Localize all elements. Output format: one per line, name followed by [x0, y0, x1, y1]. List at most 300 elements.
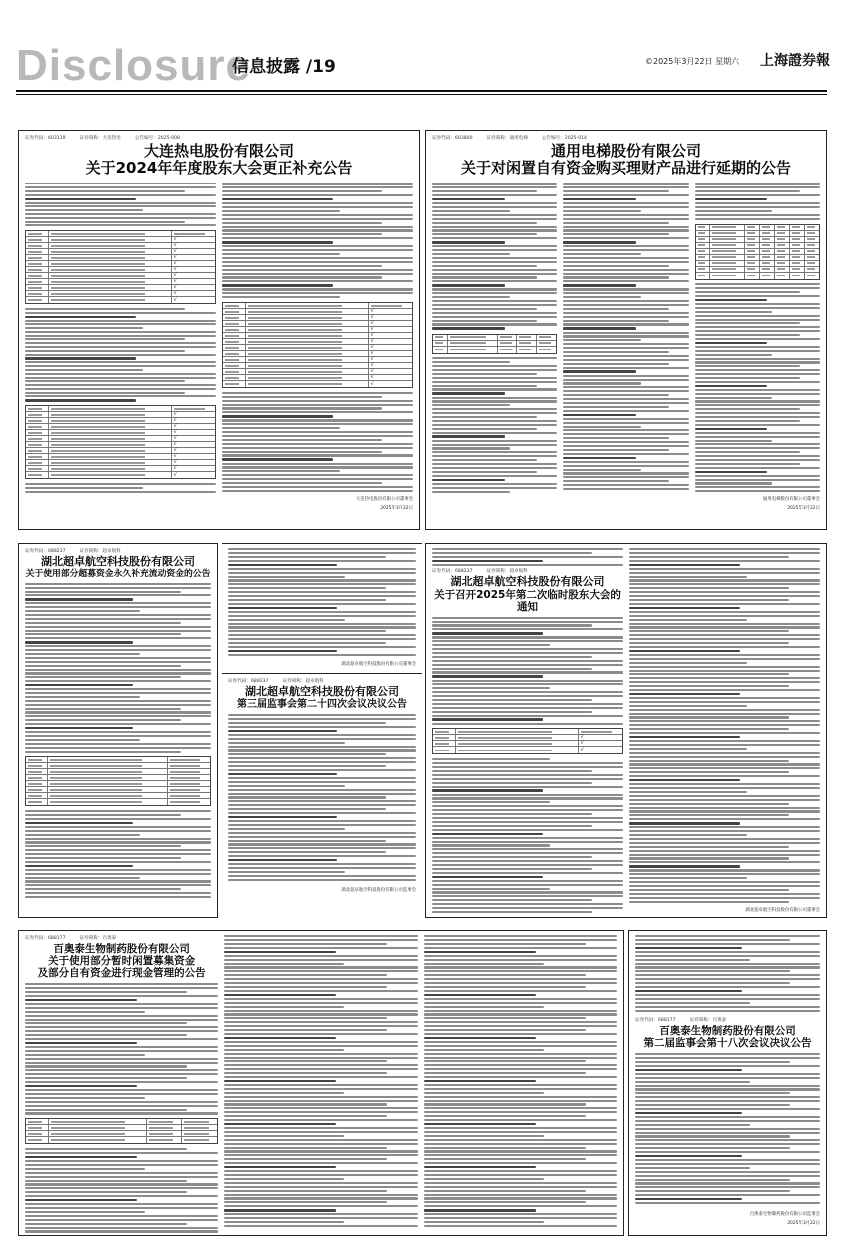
table-cell	[448, 347, 498, 353]
text-line	[25, 1073, 218, 1075]
table-cell	[246, 327, 369, 332]
text-line	[635, 1081, 750, 1083]
text-line	[25, 641, 133, 643]
article-signoff: 湖北超卓航空科技股份有限公司董事会	[745, 908, 820, 913]
text-line	[563, 359, 688, 361]
text-line	[629, 752, 820, 754]
text-line	[629, 803, 789, 805]
text-line	[25, 1187, 218, 1189]
text-line	[228, 753, 386, 755]
text-line	[25, 849, 211, 851]
table-cell	[49, 297, 172, 303]
text-line	[635, 1077, 820, 1079]
text-line	[424, 1029, 586, 1031]
text-line	[432, 444, 557, 446]
text-line	[695, 361, 820, 363]
text-line	[25, 834, 140, 836]
text-line	[432, 257, 557, 259]
table-cell	[745, 267, 760, 272]
text-line	[629, 626, 820, 628]
text-line	[222, 427, 340, 429]
text-line	[222, 478, 413, 480]
text-line	[222, 470, 340, 472]
text-line	[432, 648, 623, 650]
article-headline: 第三届监事会第二十四次会议决议公告	[237, 698, 407, 710]
text-line	[432, 640, 623, 642]
text-line	[563, 363, 668, 365]
text-line	[228, 789, 416, 791]
text-line	[25, 747, 211, 749]
text-line	[563, 351, 668, 353]
table-cell	[246, 351, 369, 356]
text-line	[432, 805, 623, 807]
text-line	[432, 671, 623, 673]
text-line	[224, 1158, 386, 1160]
text-line	[424, 1162, 617, 1164]
text-line	[563, 402, 688, 404]
text-line	[25, 873, 211, 875]
text-line	[228, 591, 416, 593]
table-cell	[172, 430, 215, 435]
table-cell	[26, 472, 49, 478]
text-line	[228, 793, 416, 795]
text-line	[432, 691, 623, 693]
table-cell	[26, 1125, 49, 1130]
table-cell	[433, 335, 448, 340]
text-line	[25, 202, 216, 204]
table-cell	[805, 225, 819, 230]
text-line	[695, 218, 820, 220]
text-line	[25, 598, 133, 600]
text-line	[695, 397, 773, 399]
text-line	[629, 591, 820, 593]
text-line	[25, 1101, 218, 1103]
text-line	[424, 1103, 586, 1105]
table-cell	[246, 315, 369, 320]
table-cell	[775, 225, 790, 230]
text-line	[432, 261, 557, 263]
table-cell	[760, 237, 775, 242]
text-line	[432, 276, 537, 278]
text-line	[222, 198, 333, 200]
table-cell	[775, 267, 790, 272]
text-line	[629, 799, 820, 801]
text-line	[695, 377, 800, 379]
text-line	[629, 893, 820, 895]
text-line	[25, 583, 211, 585]
text-line	[424, 955, 617, 957]
text-line	[629, 728, 789, 730]
check-mark: √	[370, 368, 374, 375]
text-line	[432, 265, 537, 267]
article-signoff: 湖北超卓航空科技股份有限公司监事会	[341, 888, 416, 894]
text-line	[25, 1172, 218, 1174]
table-cell	[172, 418, 215, 423]
text-line	[25, 735, 211, 737]
text-line	[25, 841, 211, 843]
text-line	[635, 1143, 820, 1145]
article-headline: 关于召开2025年第二次临时股东大会的通知	[434, 588, 621, 613]
text-line	[635, 1175, 820, 1177]
text-line	[228, 765, 386, 767]
table-cell	[172, 460, 215, 465]
text-line	[695, 342, 768, 344]
table-cell	[49, 412, 172, 417]
text-line	[424, 1037, 536, 1039]
text-line	[25, 594, 211, 596]
text-line	[25, 888, 181, 890]
text-line	[629, 854, 820, 856]
table-cell	[49, 291, 172, 296]
table-cell	[448, 335, 498, 340]
text-line	[25, 869, 211, 871]
text-line	[224, 1107, 417, 1109]
text-line	[222, 407, 382, 409]
table-cell	[49, 279, 172, 284]
text-line	[228, 800, 416, 802]
text-line	[432, 668, 592, 670]
text-line	[222, 486, 413, 488]
text-line	[25, 1148, 187, 1150]
text-line	[25, 743, 211, 745]
text-line	[432, 369, 557, 371]
text-line	[432, 664, 623, 666]
text-line	[635, 963, 820, 965]
text-line	[563, 382, 641, 384]
article-headline: 湖北超卓航空科技股份有限公司	[450, 574, 605, 588]
text-line	[228, 879, 416, 881]
text-line	[228, 548, 416, 550]
text-line	[224, 1147, 386, 1149]
table-cell	[805, 273, 819, 279]
table-cell	[710, 255, 745, 260]
text-line	[25, 1223, 187, 1225]
text-line	[635, 1065, 820, 1067]
data-table	[25, 756, 211, 806]
table-cell	[182, 1131, 217, 1136]
text-line	[432, 876, 543, 878]
table-cell	[696, 243, 711, 248]
text-line	[424, 959, 617, 961]
text-line	[424, 1010, 617, 1012]
text-line	[25, 224, 216, 226]
table-cell	[172, 472, 215, 478]
text-column	[432, 617, 623, 913]
table-cell	[223, 369, 246, 374]
text-line	[424, 1092, 544, 1094]
text-line	[635, 955, 820, 957]
text-line	[224, 963, 344, 965]
table-cell	[26, 799, 48, 805]
check-mark: √	[173, 290, 177, 297]
text-line	[228, 769, 416, 771]
text-line	[224, 1025, 417, 1027]
text-line	[25, 369, 143, 371]
text-line	[25, 380, 185, 382]
text-line	[629, 724, 820, 726]
text-line	[629, 818, 820, 820]
text-line	[629, 771, 789, 773]
table-cell	[26, 781, 48, 786]
text-line	[563, 422, 688, 424]
text-line	[228, 859, 337, 861]
text-line	[25, 727, 133, 729]
table-cell	[246, 303, 369, 308]
table-cell	[49, 472, 172, 478]
text-line	[635, 1124, 750, 1126]
text-line	[25, 1011, 145, 1013]
check-mark: √	[370, 350, 374, 357]
text-line	[25, 845, 181, 847]
text-line	[224, 1006, 344, 1008]
text-line	[222, 451, 382, 453]
table-cell	[168, 787, 210, 792]
table-cell	[49, 1125, 147, 1130]
article-headline: 大连热电股份有限公司	[143, 142, 294, 160]
table-cell	[369, 333, 412, 338]
text-line	[432, 564, 623, 566]
text-line	[424, 982, 617, 984]
table-cell	[745, 261, 760, 266]
text-line	[424, 1182, 617, 1184]
text-line	[695, 311, 773, 313]
text-line	[695, 319, 820, 321]
text-line	[224, 1115, 386, 1117]
text-line	[228, 568, 416, 570]
article-headline: 关于使用部分超募资金永久补充流动资金的公告	[25, 568, 211, 579]
table-cell	[26, 285, 49, 290]
text-line	[432, 632, 543, 634]
text-line	[432, 487, 557, 489]
text-line	[25, 700, 211, 702]
text-line	[228, 843, 416, 845]
text-line	[424, 1221, 544, 1223]
table-cell	[26, 448, 49, 453]
text-line	[695, 194, 820, 196]
table-cell	[48, 769, 168, 774]
text-line	[432, 786, 623, 788]
text-line	[695, 190, 800, 192]
table-cell	[26, 418, 49, 423]
check-mark: √	[173, 429, 177, 436]
text-line	[629, 889, 789, 891]
text-line	[635, 986, 820, 988]
text-line	[563, 241, 636, 243]
text-line	[224, 1068, 417, 1070]
text-line	[424, 1064, 617, 1066]
table-cell	[745, 237, 760, 242]
text-line	[228, 603, 416, 605]
text-line	[695, 369, 820, 371]
table-cell	[49, 442, 172, 447]
text-line	[224, 1013, 417, 1015]
text-line	[222, 463, 413, 465]
text-line	[695, 322, 800, 324]
text-line	[25, 1203, 218, 1205]
text-line	[424, 966, 617, 968]
text-line	[629, 748, 747, 750]
table-cell	[696, 255, 711, 260]
text-line	[424, 974, 586, 976]
text-line	[432, 210, 510, 212]
text-line	[629, 689, 820, 691]
text-line	[432, 903, 623, 905]
text-line	[224, 982, 417, 984]
text-line	[224, 986, 386, 988]
table-cell	[182, 1125, 217, 1130]
text-line	[25, 365, 216, 367]
text-line	[228, 726, 416, 728]
text-line	[432, 628, 623, 630]
text-line	[25, 1062, 218, 1064]
text-line	[695, 436, 820, 438]
section-title: 信息披露 /19	[232, 57, 336, 77]
table-cell	[172, 436, 215, 441]
text-line	[432, 852, 623, 854]
text-line	[228, 587, 386, 589]
text-line	[424, 998, 617, 1000]
text-line	[432, 695, 623, 697]
text-line	[635, 1104, 790, 1106]
text-line	[224, 966, 417, 968]
table-cell	[696, 249, 711, 254]
text-line	[629, 670, 820, 672]
text-line	[629, 576, 747, 578]
text-line	[224, 947, 417, 949]
table-cell	[182, 1137, 217, 1143]
check-mark: √	[370, 374, 374, 381]
text-line	[224, 1178, 344, 1180]
table-cell	[49, 430, 172, 435]
text-line	[224, 943, 386, 945]
article-code-line: 证券代码：688177 证券简称：百奥泰	[25, 936, 117, 941]
table-cell	[26, 1131, 49, 1136]
text-line	[424, 978, 617, 980]
text-line	[635, 998, 820, 1000]
text-line	[629, 572, 820, 574]
table-cell	[246, 345, 369, 350]
table-cell	[49, 1137, 147, 1143]
table-cell	[790, 249, 805, 254]
text-line	[25, 491, 216, 493]
text-line	[695, 475, 820, 477]
text-line	[424, 1080, 536, 1082]
text-line	[432, 392, 505, 394]
text-line	[424, 1025, 617, 1027]
article-chaozhuo-supplement	[18, 543, 218, 918]
check-mark: √	[370, 320, 374, 327]
text-line	[228, 757, 416, 759]
table-cell	[49, 454, 172, 459]
table-cell	[172, 249, 215, 254]
table-cell	[168, 781, 210, 786]
text-line	[25, 657, 211, 659]
text-line	[563, 276, 668, 278]
table-cell	[26, 261, 49, 266]
article-chaozhuo-continued	[222, 543, 422, 667]
text-line	[635, 1132, 820, 1134]
text-line	[25, 323, 216, 325]
table-cell	[790, 237, 805, 242]
text-line	[695, 408, 800, 410]
text-line	[25, 1065, 187, 1067]
text-line	[25, 999, 137, 1001]
article-code-line: 证券代码：688237 证券简称：超卓航科	[228, 679, 324, 684]
text-line	[228, 824, 416, 826]
text-line	[25, 399, 136, 401]
text-column	[635, 1053, 820, 1208]
text-line	[25, 704, 211, 706]
text-line	[224, 1064, 417, 1066]
text-line	[224, 951, 336, 953]
text-line	[563, 304, 688, 306]
text-line	[635, 978, 820, 980]
text-line	[224, 1150, 417, 1152]
table-cell	[775, 237, 790, 242]
table-cell	[223, 333, 246, 338]
text-line	[432, 373, 537, 375]
text-line	[222, 194, 413, 196]
text-line	[563, 237, 688, 239]
text-line	[432, 202, 557, 204]
text-line	[228, 867, 416, 869]
text-line	[635, 1073, 820, 1075]
text-line	[424, 943, 586, 945]
text-line	[432, 864, 623, 866]
text-line	[635, 1163, 820, 1165]
text-line	[635, 1108, 820, 1110]
text-column	[228, 548, 416, 658]
text-line	[432, 381, 557, 383]
table-cell	[172, 267, 215, 272]
text-line	[629, 705, 747, 707]
text-line	[25, 1195, 218, 1197]
text-line	[222, 292, 413, 294]
text-line	[224, 1103, 386, 1105]
table-cell	[147, 1119, 183, 1124]
text-line	[222, 210, 340, 212]
text-line	[228, 796, 386, 798]
text-line	[635, 982, 790, 984]
text-line	[563, 390, 688, 392]
text-line	[25, 626, 211, 628]
text-line	[629, 646, 820, 648]
table-cell	[448, 341, 498, 346]
text-line	[695, 479, 820, 481]
check-mark: √	[580, 740, 584, 747]
check-mark: √	[370, 356, 374, 363]
text-line	[635, 1198, 742, 1200]
article-headline: 湖北超卓航空科技股份有限公司	[41, 555, 195, 568]
text-line	[224, 1045, 417, 1047]
text-line	[25, 1038, 218, 1040]
data-table	[432, 334, 557, 354]
text-line	[25, 723, 211, 725]
table-cell	[246, 381, 369, 387]
table-cell	[49, 466, 172, 471]
text-line	[629, 873, 820, 875]
text-line	[424, 1057, 617, 1059]
check-mark: √	[370, 326, 374, 333]
text-line	[629, 713, 820, 715]
text-line	[432, 206, 557, 208]
text-line	[695, 303, 820, 305]
text-line	[25, 186, 216, 188]
text-line	[222, 265, 382, 267]
text-line	[424, 1006, 544, 1008]
text-line	[224, 1080, 336, 1082]
table-cell	[168, 793, 210, 798]
